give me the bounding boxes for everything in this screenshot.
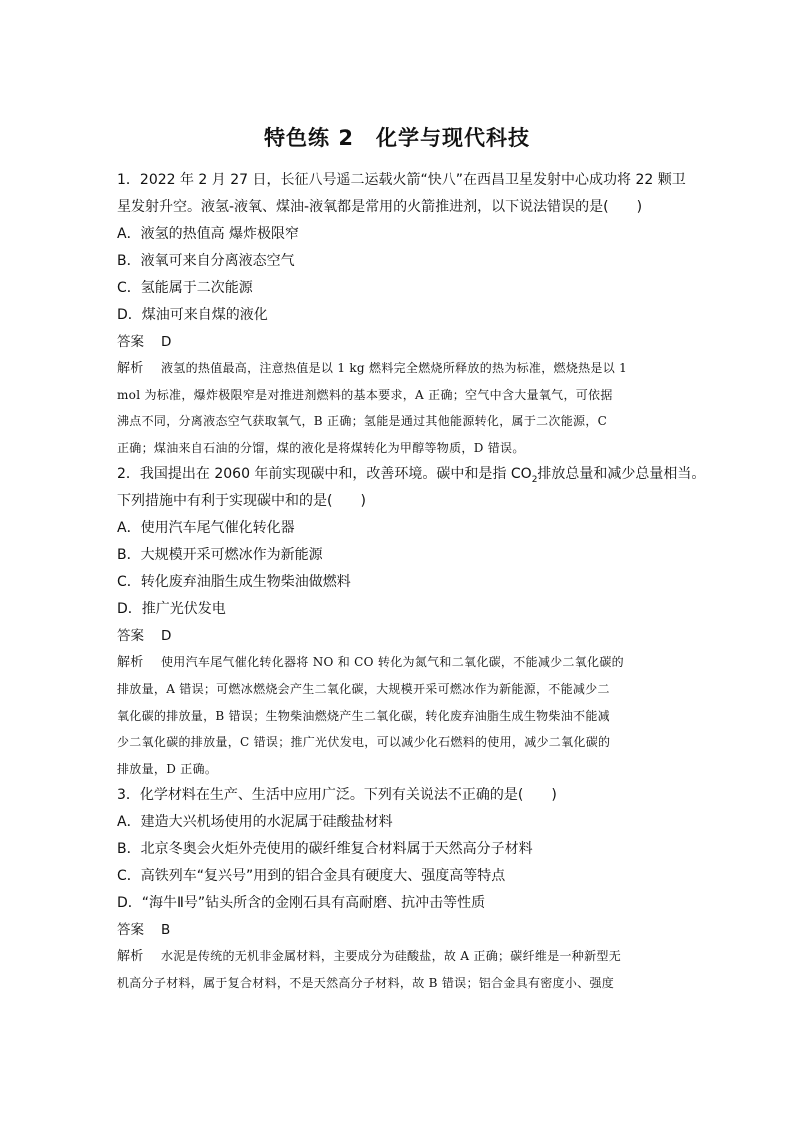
title-left: 特色练 2 — [264, 126, 354, 150]
analysis-line: 排放量，D 正确。 — [117, 761, 218, 776]
analysis-line: 正确；煤油来自石油的分馏，煤的液化是将煤转化为甲醇等物质，D 错误。 — [117, 440, 525, 455]
analysis-line: 机高分子材料，属于复合材料，不是天然高分子材料，故 B 错误；铝合金具有密度小、强度 — [117, 975, 615, 990]
analysis-text: 液氢的热值最高，注意热值是以 1 kg 燃料完全燃烧所释放的热为标准，燃烧热是以 1 — [161, 361, 628, 375]
option-d: D．煤油可来自煤的液化 — [117, 307, 268, 323]
question-stem: 1．2022 年 2 月 27 日，长征八号遥二运载火箭“快八”在西昌卫星发射中心成功将 22 颗卫 — [117, 172, 686, 188]
answer-row — [117, 623, 679, 649]
analysis-line: 少二氧化碳的排放量，C 错误；推广光伏发电，可以减少化石燃料的使用，减少二氧化碳的 — [117, 735, 611, 750]
answer-row — [117, 329, 679, 355]
answer-row — [117, 917, 679, 943]
page-title — [0, 122, 794, 152]
question-stem — [117, 461, 706, 488]
question-3 — [117, 782, 679, 996]
question-1 — [117, 167, 686, 461]
stem-text: 排放总量和减少总量相当。 — [537, 466, 706, 483]
analysis-label: 解析 — [117, 949, 144, 965]
answer-label: 答案 — [117, 334, 144, 350]
analysis-line: 沸点不同，分离液态空气获取氧气，B 正确；氢能是通过其他能源转化，属于二次能源，C — [117, 414, 608, 429]
analysis-line — [117, 355, 679, 382]
option-b: B．北京冬奥会火炬外壳使用的碳纤维复合材料属于天然高分子材料 — [117, 841, 533, 858]
option-b: B．大规模开采可燃冰作为新能源 — [117, 547, 323, 564]
option-d: D．推广光伏发电 — [117, 601, 226, 618]
option-c: C．高铁列车“复兴号”用到的铝合金具有硬度大、强度高等特点 — [117, 868, 506, 885]
title-right: 化学与现代科技 — [375, 126, 530, 150]
question-stem: 下列措施中有利于实现碳中和的是( ) — [117, 493, 366, 510]
option-c: C．氢能属于二次能源 — [117, 280, 253, 296]
analysis-line — [117, 943, 679, 970]
subscript: 2 — [531, 475, 538, 486]
option-c: C．转化废弃油脂生成生物柴油做燃料 — [117, 574, 351, 591]
option-b: B．液氧可来自分离液态空气 — [117, 253, 295, 269]
option-a: A．液氢的热值高 爆炸极限窄 — [117, 226, 300, 242]
analysis-line — [117, 649, 679, 676]
analysis-text: 水泥是传统的无机非金属材料，主要成分为硅酸盐，故 A 正确；碳纤维是一种新型无 — [161, 949, 621, 964]
analysis-line: 氧化碳的排放量，B 错误；生物柴油燃烧产生二氧化碳，转化废弃油脂生成生物柴油不能减 — [117, 708, 610, 723]
option-d: D．“海牛Ⅱ号”钻头所含的金刚石具有高耐磨、抗冲击等性质 — [117, 895, 486, 912]
answer-label: 答案 — [117, 922, 144, 939]
questions — [117, 167, 706, 997]
question-stem: 3．化学材料在生产、生活中应用广泛。下列有关说法不正确的是( ) — [117, 787, 557, 804]
question-stem: 星发射升空。液氢-液氧、煤油-液氧都是常用的火箭推进剂，以下说法错误的是( ) — [117, 199, 643, 215]
analysis-text: 使用汽车尾气催化转化器将 NO 和 CO 转化为氮气和二氧化碳，不能减少二氧化碳的 — [161, 655, 624, 670]
answer-value: B — [161, 922, 171, 939]
analysis-label: 解析 — [117, 361, 144, 376]
answer-value: D — [161, 334, 172, 350]
analysis-label: 解析 — [117, 655, 144, 671]
option-a: A．建造大兴机场使用的水泥属于硅酸盐材料 — [117, 814, 393, 831]
option-a: A．使用汽车尾气催化转化器 — [117, 520, 295, 537]
stem-text: 2．我国提出在 2060 年前实现碳中和，改善环境。碳中和是指 CO — [117, 466, 532, 483]
answer-value: D — [161, 628, 172, 645]
question-2 — [117, 461, 706, 782]
analysis-line: mol 为标准，爆炸极限窄是对推进剂燃料的基本要求，A 正确；空气中含大量氧气，可依据 — [117, 387, 613, 402]
analysis-line: 排放量，A 错误；可燃冰燃烧会产生二氧化碳，大规模开采可燃冰作为新能源，不能减少二 — [117, 681, 610, 696]
answer-label: 答案 — [117, 628, 144, 645]
